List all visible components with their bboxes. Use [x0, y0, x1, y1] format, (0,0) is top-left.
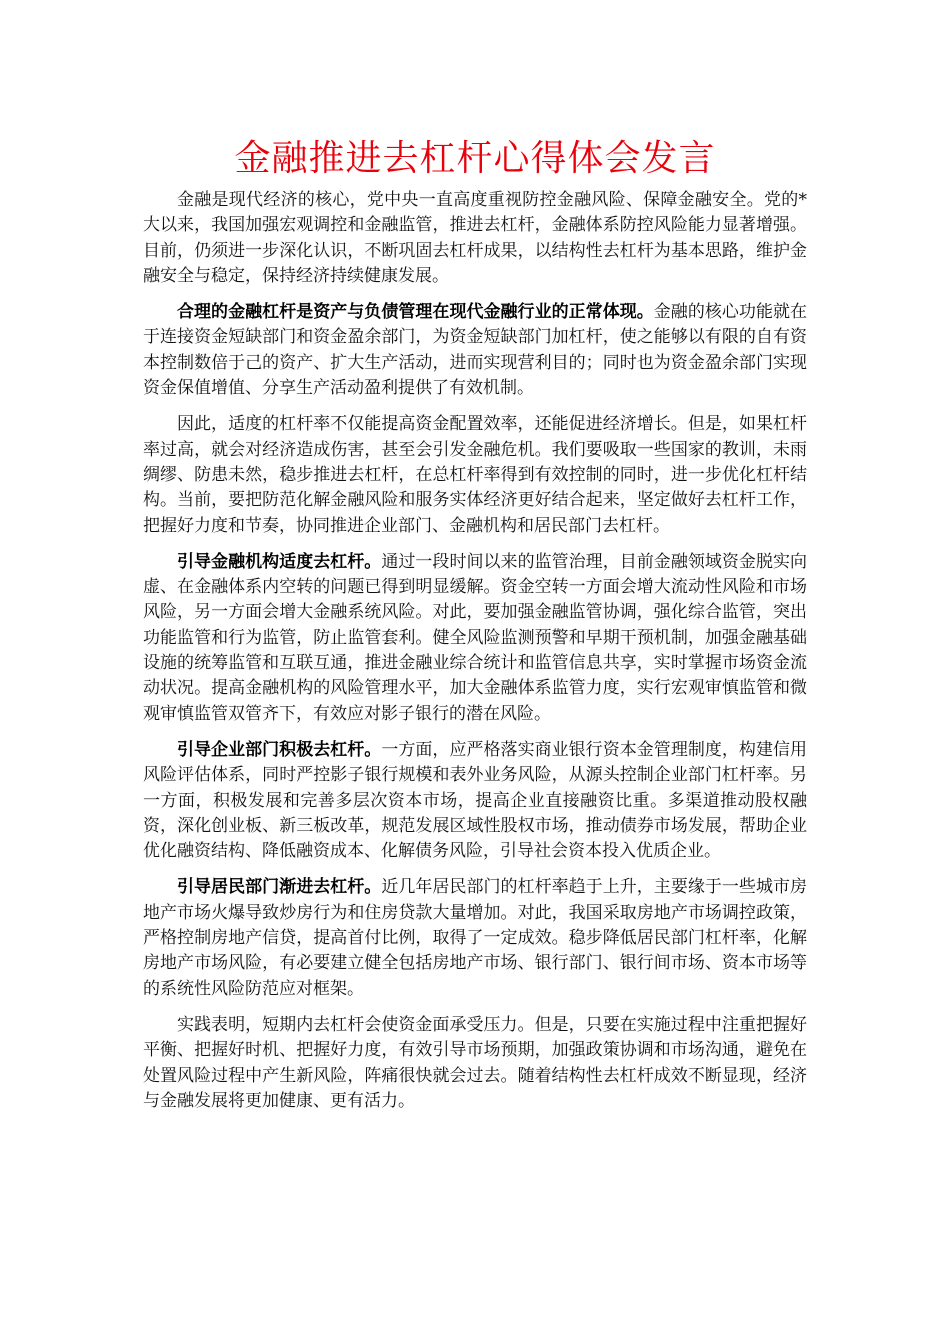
paragraph-lead: 合理的金融杠杆是资产与负债管理在现代金融行业的正常体现。: [177, 302, 654, 323]
paragraph-text: 一方面，应严格落实商业银行资本金管理制度，构建信用风险评估体系，同时严控影子银行规模和表外业务风险，从源头控制企业部门杠杆率。另一方面，积极发展和完善多层次资本市场，提高企业直接融资比重。多渠道推动股权融资，深化创业板、新三板改革，规范发展区域性股权市场，推动债券市场发展，帮助企业优化融资结构、降低融资成本、化解债务风险，引导社会资本投入优质企业。: [143, 739, 808, 862]
paragraph-text: 实践表明，短期内去杠杆会使资金面承受压力。但是，只要在实施过程中注重把握好平衡、把握好时机、把握好力度，有效引导市场预期，加强政策协调和市场沟通，避免在处置风险过程中产生新风险，阵痛很快就会过去。随着结构性去杠杆成效不断显现，经济与金融发展将更加健康、更有活力。: [143, 1014, 807, 1111]
paragraph-lead: 引导企业部门积极去杠杆。: [177, 739, 382, 760]
paragraph-7: [143, 1013, 807, 1114]
paragraph-6: [143, 875, 807, 1001]
paragraph-text: 通过一段时间以来的监管治理，目前金融领域资金脱实向虚、在金融体系内空转的问题已得到明显缓解。资金空转一方面会增大流动性风险和市场风险，另一方面会增大金融系统风险。对此，要加强金融监管协调，强化综合监管，突出功能监管和行为监管，防止监管套利。健全风险监测预警和早期干预机制，加强金融基础设施的统筹监管和互联互通，推进金融业综合统计和监管信息共享，实时掌握市场资金流动状况。提高金融机构的风险管理水平，加大金融体系监管力度，实行宏观审慎监管和微观审慎监管双管齐下，有效应对影子银行的潜在风险。: [143, 551, 808, 724]
paragraph-5: [143, 738, 807, 864]
paragraph-text: 金融的核心功能就在于连接资金短缺部门和资金盈余部门，为资金短缺部门加杠杆，使之能够以有限的自有资本控制数倍于己的资产、扩大生产活动，进而实现营利目的；同时也为资金盈余部门实现资金保值增值、分享生产活动盈利提供了有效机制。: [143, 302, 808, 399]
document-body: [143, 188, 807, 1125]
paragraph-text: 因此，适度的杠杆率不仅能提高资金配置效率，还能促进经济增长。但是，如果杠杆率过高，就会对经济造成伤害，甚至会引发金融危机。我们要吸取一些国家的教训，未雨绸缪、防患未然，稳步推进去杠杆，在总杠杆率得到有效控制的同时，进一步优化杠杆结构。当前，要把防范化解金融风险和服务实体经济更好结合起来，坚定做好去杠杆工作，把握好力度和节奏，协同推进企业部门、金融机构和居民部门去杠杆。: [143, 414, 807, 536]
paragraph-text: 金融是现代经济的核心，党中央一直高度重视防控金融风险、保障金融安全。党的*大以来，我国加强宏观调控和金融监管，推进去杠杆，金融体系防控风险能力显著增强。目前，仍须进一步深化认识，不断巩固去杠杆成果，以结构性去杠杆为基本思路，维护金融安全与稳定，保持经济持续健康发展。: [143, 190, 807, 286]
paragraph-4: [143, 550, 807, 727]
paragraph-lead: 引导金融机构适度去杠杆。: [177, 551, 382, 572]
paragraph-3: [143, 412, 807, 538]
paragraph-text: 近几年居民部门的杠杆率趋于上升，主要缘于一些城市房地产市场火爆导致炒房行为和住房贷款大量增加。对此，我国采取房地产市场调控政策，严格控制房地产信贷，提高首付比例，取得了一定成效。稳步降低居民部门杠杆率，化解房地产市场风险，有必要建立健全包括房地产市场、银行部门、银行间市场、资本市场等的系统性风险防范应对框架。: [143, 877, 808, 999]
document-title: 金融推进去杠杆心得体会发言: [234, 138, 716, 179]
paragraph-1: [143, 188, 807, 289]
paragraph-lead: 引导居民部门渐进去杠杆。: [177, 877, 382, 898]
paragraph-2: [143, 300, 807, 401]
